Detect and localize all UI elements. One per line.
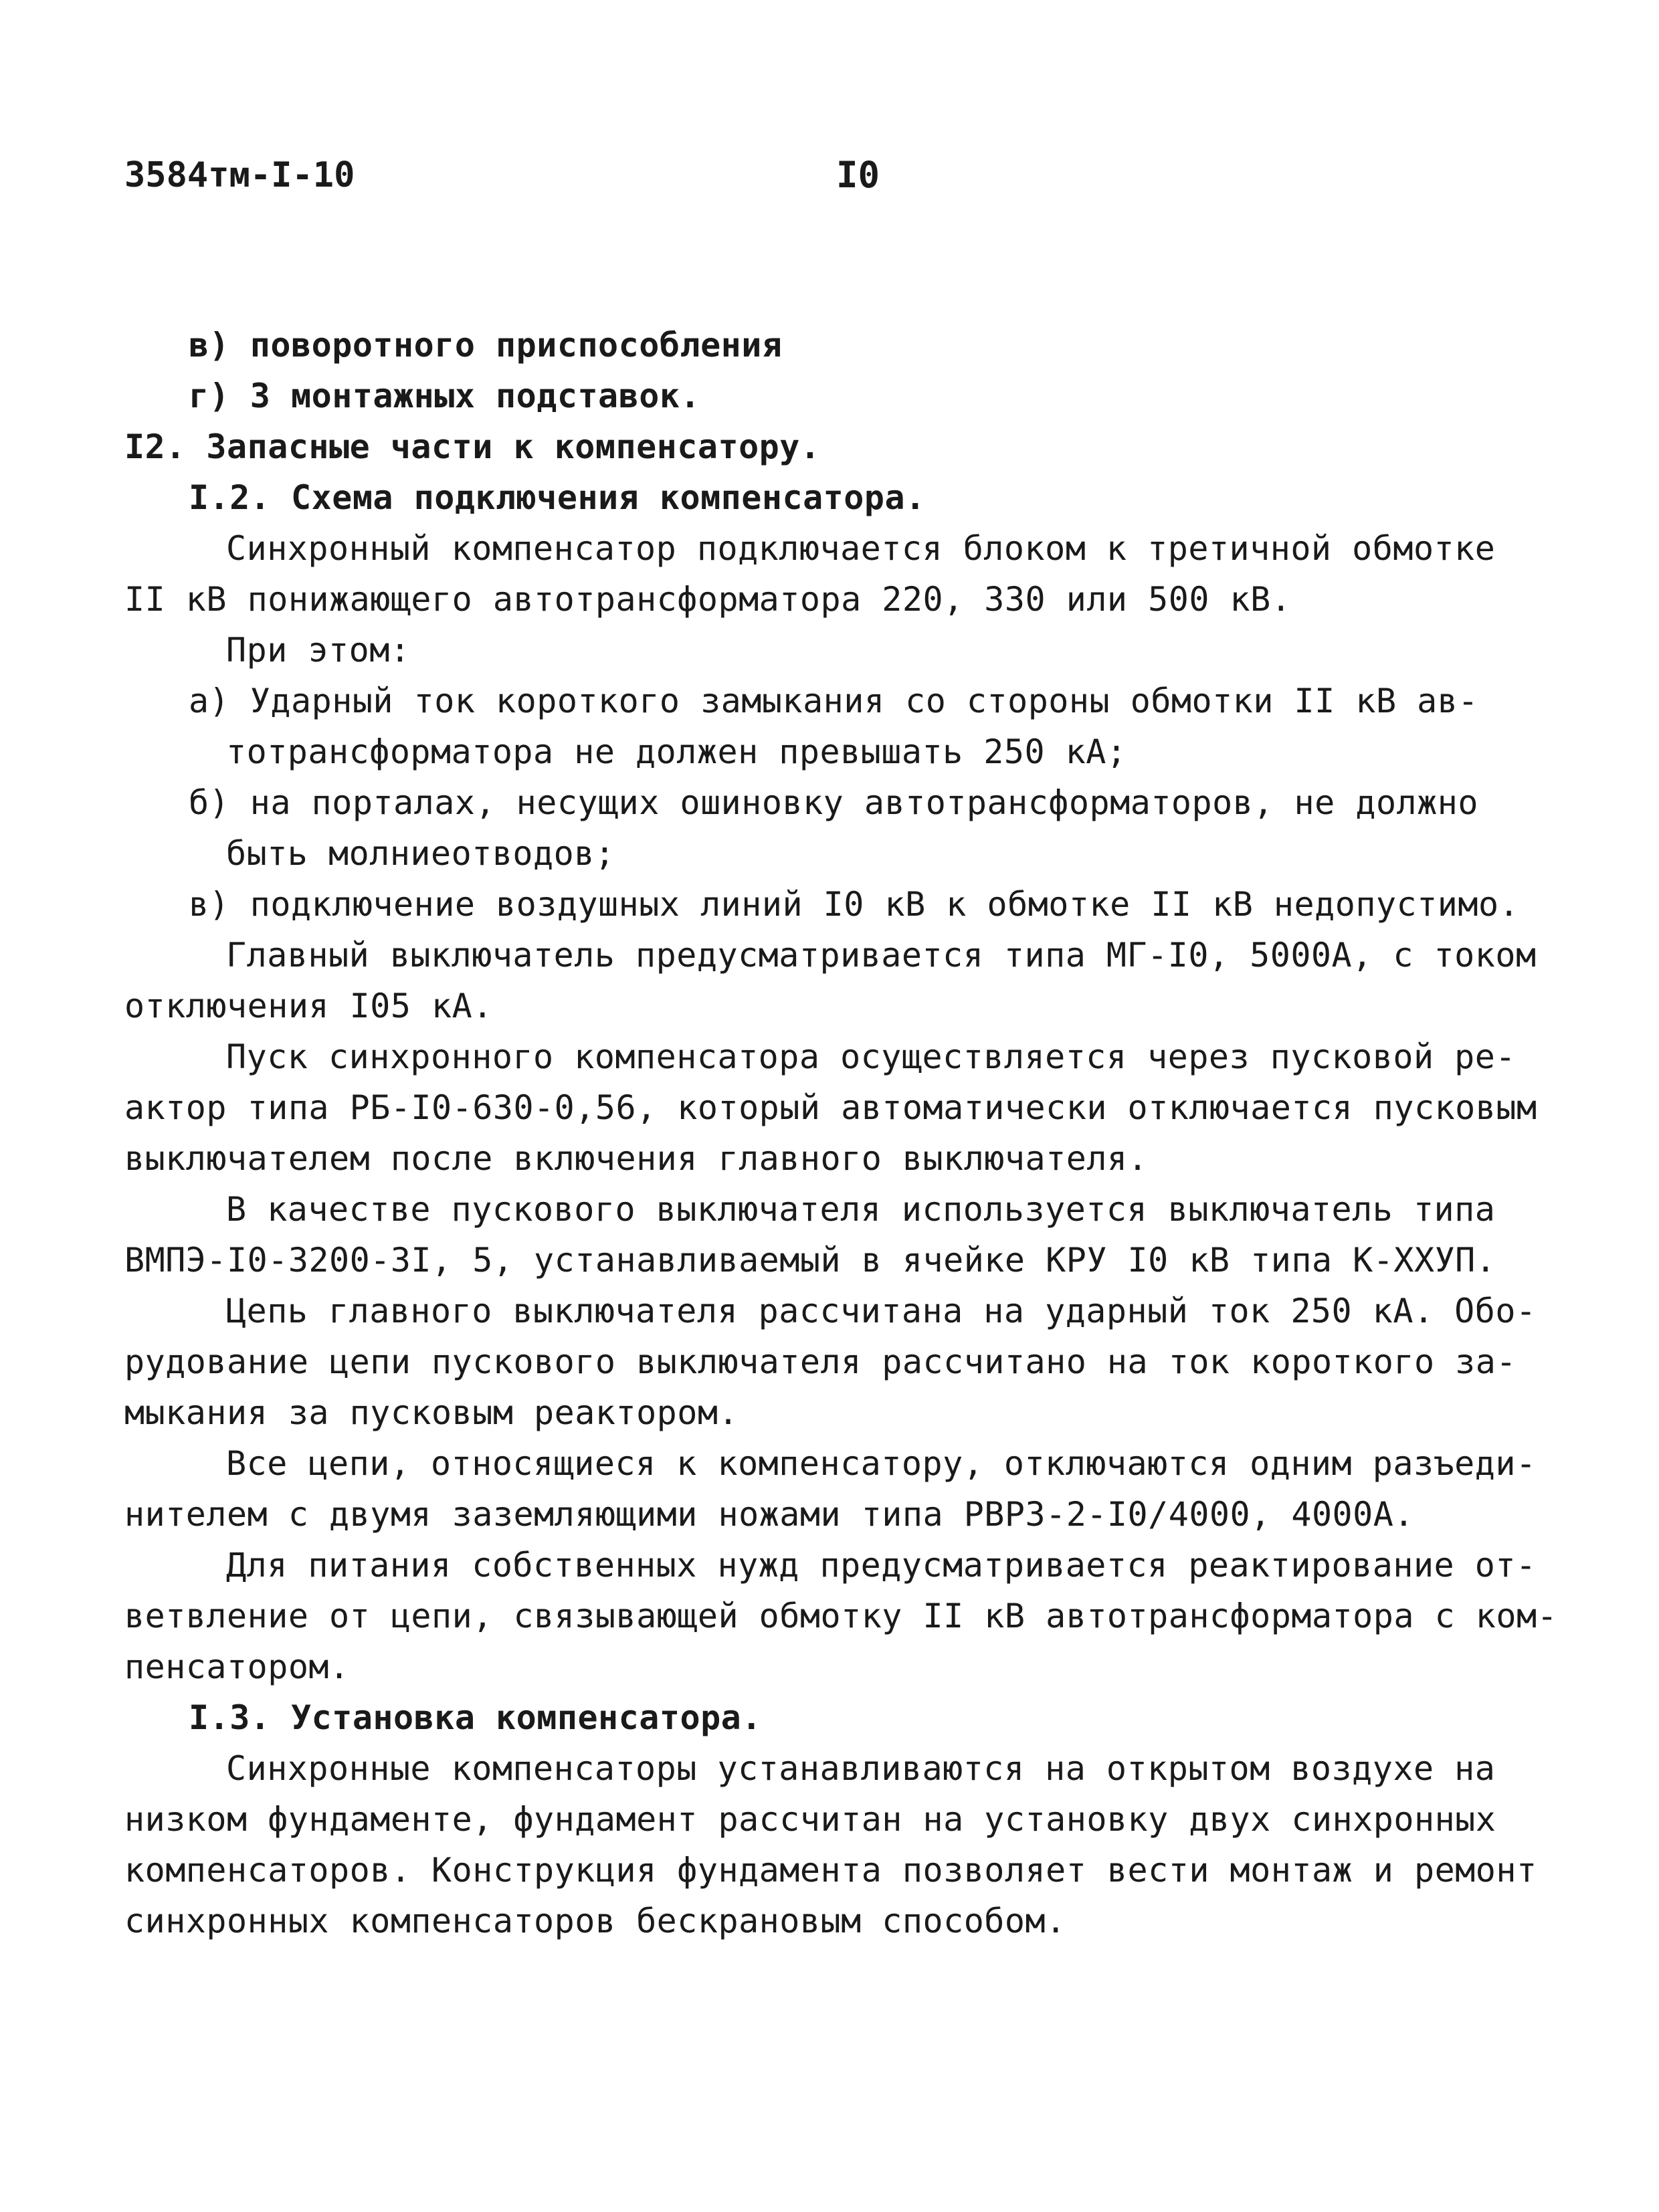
text-line: пенсатором. [124,1647,350,1686]
text-line: ветвление от цепи, связывающей обмотку II кВ автотрансформатора с ком- [124,1597,1558,1635]
text-line: II кВ понижающего автотрансформатора 220, 330 или 500 кВ. [124,580,1292,619]
text-line: Синхронные компенсаторы устанавливаются на открытом воздухе на [226,1749,1496,1788]
text-line: Главный выключатель предусматривается типа МГ-I0, 5000А, с током [226,936,1537,975]
section-heading: I.3. Установка компенсатора. [189,1698,762,1737]
text-line: отключения I05 кА. [124,987,493,1025]
text-line: При этом: [226,631,411,670]
page-number: I0 [836,154,880,196]
text-line: нителем с двумя заземляющими ножами типа РВРЗ-2-I0/4000, 4000А. [124,1495,1414,1534]
text-line: низком фундаменте, фундамент рассчитан на установку двух синхронных [124,1800,1496,1839]
text-line: тотрансформатора не должен превышать 250 кА; [226,732,1127,771]
text-line: В качестве пускового выключателя используется выключатель типа [226,1190,1496,1229]
text-line: ВМПЭ-I0-3200-3I, 5, устанавливаемый в ячейке КРУ I0 кВ типа К-XXУП. [124,1241,1496,1280]
text-line: синхронных компенсаторов бескрановым способом. [124,1902,1066,1940]
text-line: г) 3 монтажных подставок. [189,377,701,415]
text-line: б) на порталах, несущих ошиновку автотрансформаторов, не должно [189,783,1478,822]
text-line: быть молниеотводов; [226,834,615,873]
section-heading: I2. Запасные части к компенсатору. [124,427,821,466]
text-line: рудование цепи пускового выключателя рассчитано на ток короткого за- [124,1342,1517,1381]
text-line: в) подключение воздушных линий I0 кВ к обмотке II кВ недопустимо. [189,885,1520,924]
section-heading: I.2. Схема подключения компенсатора. [189,478,926,517]
text-line: актор типа РБ-I0-630-0,56, который автоматически отключается пусковым [124,1088,1537,1127]
text-line: Цепь главного выключателя рассчитана на ударный ток 250 кА. Обо- [226,1292,1537,1330]
document-code: 3584тм-I-10 [124,155,355,195]
text-line: Синхронный компенсатор подключается блоком к третичной обмотке [226,529,1496,568]
text-line: Пуск синхронного компенсатора осуществляется через пусковой ре- [226,1037,1516,1076]
text-line: в) поворотного приспособления [189,326,783,365]
text-line: мыкания за пусковым реактором. [124,1393,739,1432]
text-line: выключателем после включения главного выключателя. [124,1139,1149,1178]
text-line: компенсаторов. Конструкция фундамента позволяет вести монтаж и ремонт [124,1851,1537,1890]
text-line: а) Ударный ток короткого замыкания со стороны обмотки II кВ ав- [189,682,1478,720]
text-line: Все цепи, относящиеся к компенсатору, отключаются одним разъеди- [226,1444,1537,1483]
text-line: Для питания собственных нужд предусматривается реактирование от- [226,1546,1537,1585]
